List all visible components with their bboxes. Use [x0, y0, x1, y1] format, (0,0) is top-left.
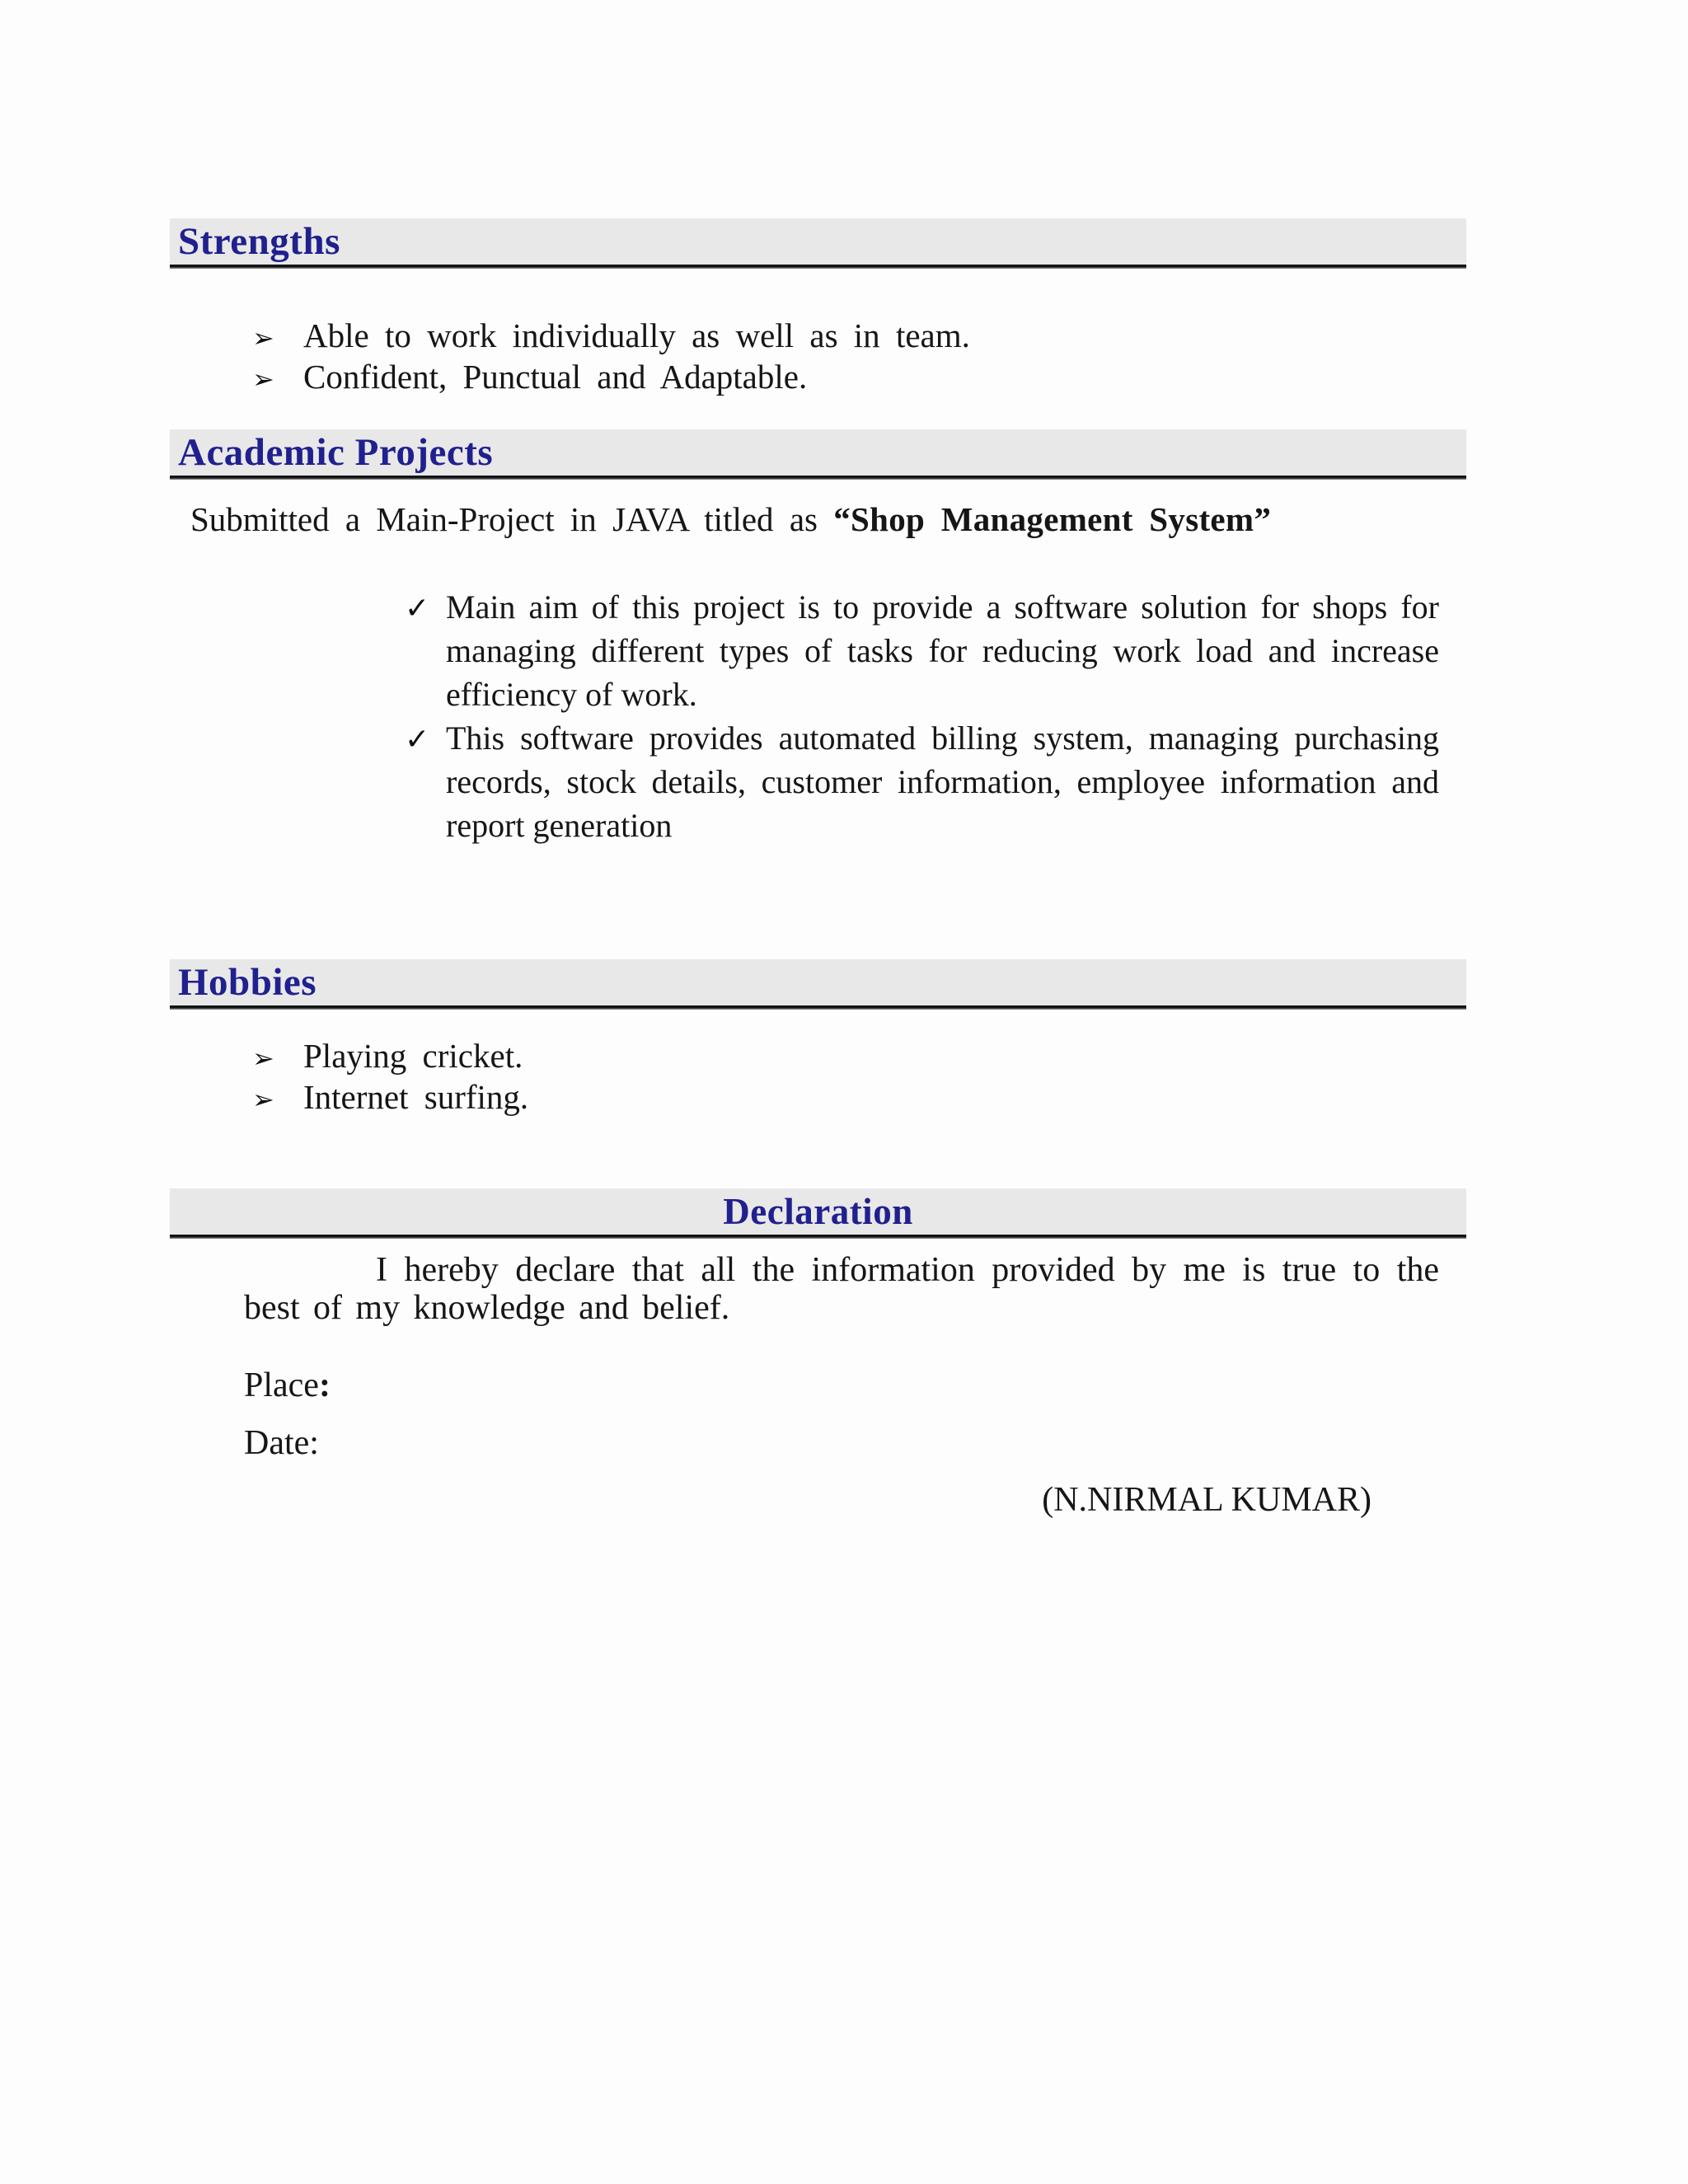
list-item-text: Main aim of this project is to provide a software solution for shops for managing different types of tasks for reducing work load and increase efficiency of work. [446, 588, 1439, 713]
list-item [405, 716, 1439, 847]
arrow-bullet-icon: ➢ [252, 363, 274, 395]
list-item [252, 1037, 1466, 1078]
hobbies-list [170, 1037, 1466, 1119]
page-content [170, 218, 1466, 1520]
academic-projects-title: Academic Projects [178, 430, 494, 474]
list-item-text: Able to work individually as well as in team. [303, 316, 970, 354]
project-title-bold: “Shop Management System” [833, 500, 1272, 538]
list-item-text: This software provides automated billing system, managing purchasing records, stock details, customer information, employee information and report generation [446, 719, 1439, 844]
check-bullet-icon: ✓ [405, 592, 430, 626]
place-line [244, 1366, 1466, 1405]
arrow-bullet-icon: ➢ [252, 322, 274, 354]
hobbies-title: Hobbies [178, 960, 317, 1004]
date-line: Date: [244, 1424, 319, 1462]
section-strengths [170, 218, 1466, 399]
place-colon: : [318, 1366, 331, 1404]
list-item [252, 316, 1466, 358]
hobbies-header-bar [170, 959, 1466, 1005]
section-hobbies [170, 959, 1466, 1119]
signature-name: (N.NIRMAL KUMAR) [1042, 1481, 1372, 1519]
check-bullet-icon: ✓ [405, 723, 430, 757]
list-item [252, 1078, 1466, 1119]
project-intro-normal: Submitted a Main-Project in JAVA titled as [190, 500, 834, 538]
section-divider [170, 476, 1466, 480]
list-item-text: Playing cricket. [303, 1037, 523, 1075]
strengths-title: Strengths [178, 219, 340, 263]
arrow-bullet-icon: ➢ [252, 1084, 274, 1115]
declaration-title: Declaration [723, 1190, 913, 1232]
strengths-header-bar [170, 218, 1466, 265]
project-detail-list [170, 585, 1466, 847]
declaration-text: I hereby declare that all the information provided by me is true to the best of my knowledge and belief. [244, 1251, 1439, 1327]
section-declaration [170, 1188, 1466, 1520]
project-intro-line [190, 499, 1466, 540]
section-divider [170, 1235, 1466, 1240]
list-item [405, 585, 1439, 716]
list-item-text: Confident, Punctual and Adaptable. [303, 358, 808, 396]
academic-projects-header-bar [170, 429, 1466, 476]
section-academic-projects [170, 429, 1466, 847]
list-item [252, 358, 1466, 399]
place-label: Place [244, 1366, 319, 1404]
declaration-header-bar [170, 1188, 1466, 1235]
list-item-text: Internet surfing. [303, 1078, 529, 1116]
arrow-bullet-icon: ➢ [252, 1043, 274, 1074]
section-divider [170, 1005, 1466, 1010]
strengths-list [170, 316, 1466, 399]
section-divider [170, 265, 1466, 269]
